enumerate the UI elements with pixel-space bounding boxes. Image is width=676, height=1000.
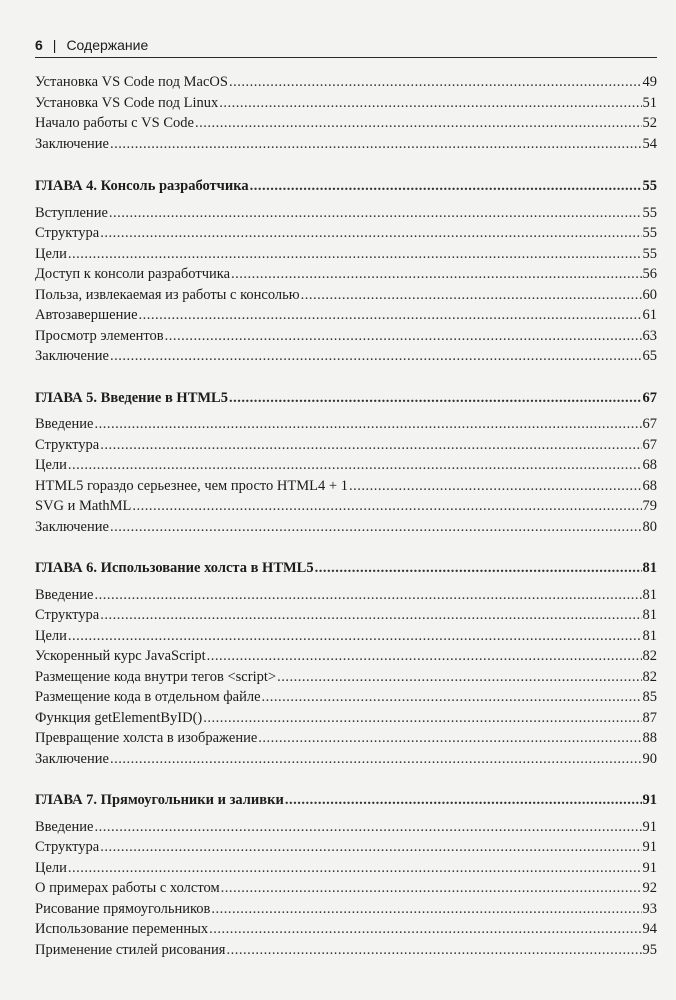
entry-title: HTML5 гораздо серьезнее, чем просто HTML4 + 1 [35,477,348,494]
toc-entry [35,305,657,326]
entry-page-number: 51 [642,94,657,111]
chapter-page-number: 81 [642,560,657,576]
dot-leader [250,176,642,197]
chapter-title: ГЛАВА 6. Использование холста в HTML5 [35,560,314,576]
dot-leader [209,919,641,940]
dot-leader [68,626,642,647]
dot-leader [94,585,641,606]
table-of-contents [35,72,657,981]
toc-entry [35,708,657,729]
dot-leader [221,878,642,899]
dot-leader [195,113,642,134]
chapter-heading [35,176,657,197]
entry-title: Установка VS Code под MacOS [35,74,228,90]
entry-page-number: 92 [642,880,657,896]
toc-section [35,72,657,154]
entry-page-number: 54 [642,135,657,152]
toc-entry [35,749,657,770]
entry-title: Цели [35,245,67,262]
dot-leader [229,72,642,93]
dot-leader [285,790,642,811]
dot-leader [132,496,641,517]
entry-page-number: 85 [642,689,657,705]
entry-title: Цели [35,859,67,876]
entry-title: Заключение [35,348,109,364]
toc-entry [35,517,657,538]
dot-leader [94,817,641,838]
toc-entry [35,285,657,306]
entry-page-number: 81 [642,586,657,603]
page-header [35,36,657,54]
dot-leader [139,305,642,326]
toc-entry [35,476,657,497]
toc-entry [35,244,657,265]
dot-leader [262,687,642,708]
dot-leader [258,728,641,749]
entry-page-number: 68 [642,457,657,473]
toc-entry [35,605,657,626]
entry-page-number: 82 [642,648,657,664]
chapter-page-number: 55 [642,178,657,194]
toc-section [35,176,657,367]
entry-title: Использование переменных [35,921,209,937]
toc-entry [35,346,657,367]
toc-section [35,790,657,960]
entry-page-number: 91 [642,818,657,835]
toc-entry [35,435,657,456]
entry-page-number: 93 [642,900,657,917]
toc-entry [35,919,657,940]
header-title: Содержание [66,37,149,53]
dot-leader [94,414,641,435]
entry-page-number: 91 [642,859,657,876]
entry-page-number: 63 [642,327,657,344]
entry-page-number: 67 [642,416,657,432]
entry-page-number: 55 [642,245,657,262]
toc-entry [35,93,657,114]
entry-page-number: 60 [642,286,657,303]
dot-leader [226,940,641,961]
toc-entry [35,264,657,285]
entry-title: Введение [35,416,94,432]
header-divider [35,57,657,58]
entry-title: Заключение [35,750,109,767]
entry-title: Польза, извлекаемая из работы с консолью [35,286,300,303]
entry-title: Размещение кода внутри тегов <script> [35,668,277,685]
entry-title: Введение [35,586,94,603]
entry-title: О примерах работы с холстом [35,880,220,896]
toc-entry [35,223,657,244]
entry-page-number: 67 [642,436,657,453]
chapter-page-number: 91 [642,792,657,808]
chapter-title: ГЛАВА 7. Прямоугольники и заливки [35,792,284,808]
dot-leader [349,476,642,497]
dot-leader [68,455,642,476]
entry-page-number: 68 [642,477,657,494]
dot-leader [229,388,642,409]
entry-page-number: 94 [642,921,657,937]
dot-leader [109,203,642,224]
entry-page-number: 61 [642,307,657,323]
toc-entry [35,858,657,879]
entry-page-number: 87 [642,709,657,726]
entry-title: Вступление [35,204,108,221]
dot-leader [110,517,642,538]
dot-leader [231,264,641,285]
toc-entry [35,667,657,688]
entry-page-number: 81 [642,627,657,644]
toc-entry [35,878,657,899]
dot-leader [315,558,642,579]
entry-title: Ускоренный курс JavaScript [35,648,206,664]
toc-entry [35,414,657,435]
entry-page-number: 95 [642,941,657,958]
toc-entry [35,837,657,858]
dot-leader [110,346,642,367]
entry-title: Доступ к консоли разработчика [35,266,231,282]
page-number: 6 [35,37,43,53]
entry-title: Структура [35,225,100,241]
entry-title: Применение стилей рисования [35,941,226,958]
entry-title: Структура [35,839,100,855]
toc-entry [35,455,657,476]
entry-title: Начало работы с VS Code [35,115,194,131]
toc-section [35,558,657,769]
toc-entry [35,646,657,667]
entry-title: Заключение [35,135,109,152]
toc-entry [35,113,657,134]
toc-section [35,388,657,538]
entry-title: Цели [35,627,67,644]
toc-entry [35,326,657,347]
dot-leader [211,899,641,920]
toc-entry [35,728,657,749]
entry-page-number: 65 [642,348,657,364]
entry-title: Размещение кода в отдельном файле [35,689,261,705]
dot-leader [207,646,642,667]
entry-page-number: 79 [642,498,657,514]
dot-leader [100,837,641,858]
entry-title: Рисование прямоугольников [35,900,211,917]
entry-page-number: 55 [642,204,657,221]
header-separator: | [52,37,57,53]
dot-leader [203,708,641,729]
entry-page-number: 55 [642,225,657,241]
toc-entry [35,585,657,606]
entry-page-number: 82 [642,668,657,685]
dot-leader [68,244,642,265]
toc-entry [35,203,657,224]
entry-title: Структура [35,436,100,453]
entry-title: Заключение [35,518,109,535]
dot-leader [110,749,642,770]
toc-entry [35,899,657,920]
entry-page-number: 91 [642,839,657,855]
chapter-heading [35,388,657,409]
chapter-title: ГЛАВА 5. Введение в HTML5 [35,389,228,406]
toc-entry [35,817,657,838]
chapter-heading [35,790,657,811]
toc-entry [35,134,657,155]
entry-page-number: 81 [642,607,657,623]
dot-leader [100,223,641,244]
entry-title: Установка VS Code под Linux [35,94,219,111]
entry-title: Структура [35,607,100,623]
dot-leader [68,858,642,879]
entry-page-number: 52 [642,115,657,131]
dot-leader [165,326,642,347]
dot-leader [100,605,641,626]
entry-page-number: 80 [642,518,657,535]
entry-title: SVG и MathML [35,498,132,514]
chapter-heading [35,558,657,579]
dot-leader [110,134,642,155]
dot-leader [301,285,642,306]
entry-title: Просмотр элементов [35,327,164,344]
entry-page-number: 90 [642,750,657,767]
entry-page-number: 49 [642,74,657,90]
dot-leader [277,667,641,688]
entry-title: Автозавершение [35,307,138,323]
entry-title: Цели [35,457,67,473]
entry-title: Введение [35,818,94,835]
toc-entry [35,626,657,647]
toc-entry [35,940,657,961]
chapter-title: ГЛАВА 4. Консоль разработчика [35,178,249,194]
toc-entry [35,72,657,93]
toc-entry [35,496,657,517]
dot-leader [219,93,641,114]
chapter-page-number: 67 [642,389,657,406]
entry-page-number: 56 [642,266,657,282]
entry-title: Функция getElementByID() [35,709,203,726]
dot-leader [100,435,641,456]
entry-page-number: 88 [642,730,657,746]
entry-title: Превращение холста в изображение [35,730,258,746]
toc-entry [35,687,657,708]
